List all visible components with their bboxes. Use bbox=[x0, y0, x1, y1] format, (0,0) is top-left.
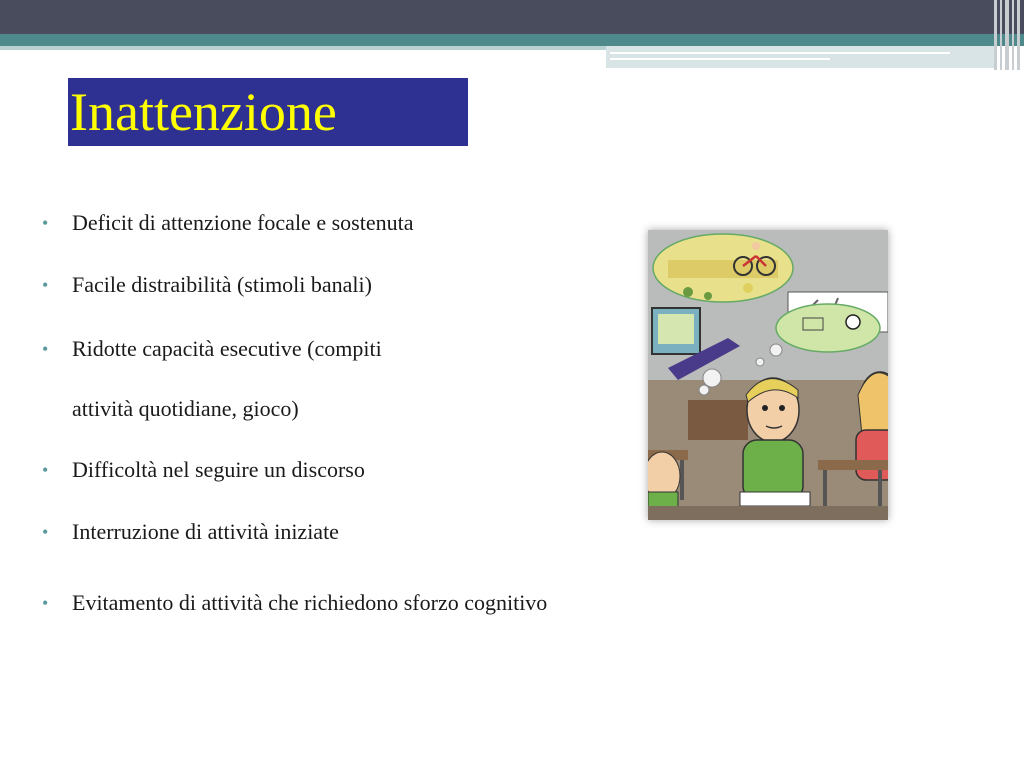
header-light-block bbox=[606, 46, 996, 68]
bullet-continuation-text: attività quotidiane, gioco) bbox=[72, 396, 299, 421]
header-teal-bar bbox=[0, 34, 1024, 46]
bullet-marker-icon: • bbox=[42, 275, 49, 295]
slide-title-box bbox=[68, 78, 468, 146]
bullet-marker-icon: • bbox=[42, 213, 49, 233]
bullet-text: Ridotte capacità esecutive (compiti bbox=[72, 336, 382, 361]
bullet-text: Difficoltà nel seguire un discorso bbox=[72, 457, 365, 482]
slide-title: Inattenzione bbox=[70, 82, 337, 142]
header-light-line bbox=[0, 46, 606, 50]
header-accent-line bbox=[610, 52, 950, 54]
classroom-illustration bbox=[648, 230, 888, 520]
bullet-marker-icon: • bbox=[42, 339, 49, 359]
bullet-text: Interruzione di attività iniziate bbox=[72, 519, 339, 544]
header-accent-line bbox=[610, 58, 830, 60]
header-dark-bar bbox=[0, 0, 1024, 34]
bullet-text: Facile distraibilità (stimoli banali) bbox=[72, 272, 372, 297]
bullet-marker-icon: • bbox=[42, 522, 49, 542]
classroom-illustration-graphic bbox=[648, 230, 888, 520]
bullet-marker-icon: • bbox=[42, 593, 49, 613]
header-right-stripes bbox=[990, 0, 1024, 70]
bullet-marker-icon: • bbox=[42, 460, 49, 480]
bullet-text: Deficit di attenzione focale e sostenuta bbox=[72, 210, 414, 235]
bullet-text: Evitamento di attività che richiedono sforzo cognitivo bbox=[72, 590, 548, 615]
